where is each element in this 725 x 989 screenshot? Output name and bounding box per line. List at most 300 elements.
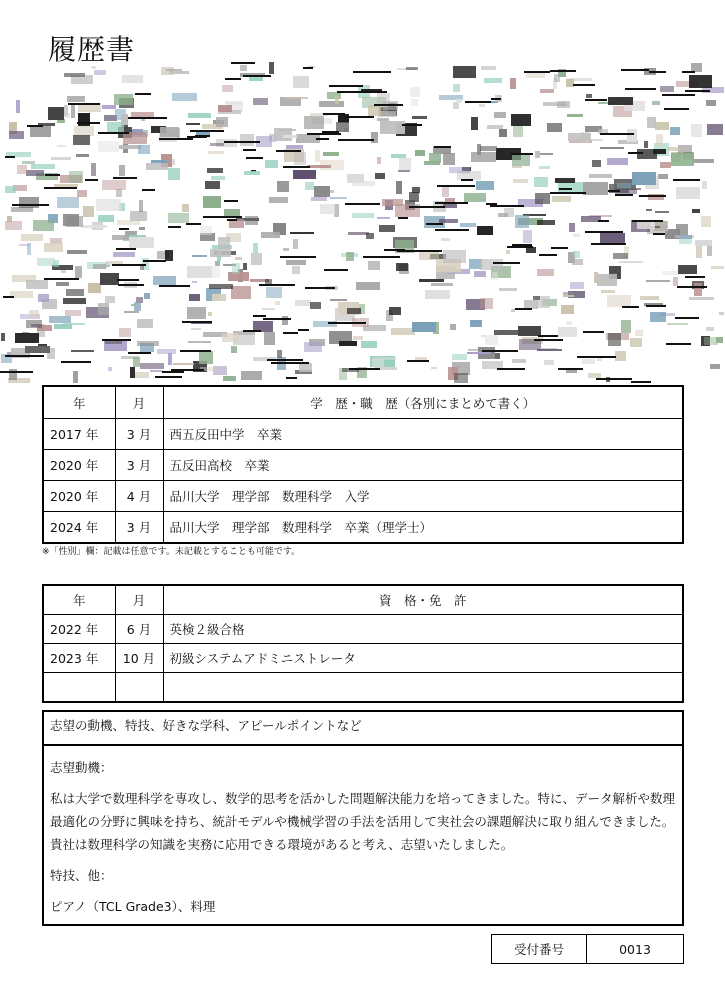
noise-fragment (73, 135, 90, 145)
noise-fragment (203, 196, 221, 208)
noise-line (550, 70, 576, 72)
noise-line (324, 269, 348, 271)
noise-fragment (544, 360, 554, 365)
noise-fragment (209, 284, 233, 289)
noise-fragment (399, 158, 411, 170)
noise-fragment (597, 274, 617, 286)
noise-fragment (377, 118, 389, 121)
noise-fragment (119, 145, 141, 149)
noise-line (243, 75, 271, 77)
noise-fragment (601, 290, 615, 293)
header-year: 年 (43, 386, 115, 419)
noise-line (280, 256, 316, 258)
noise-fragment (192, 281, 197, 283)
noise-fragment (49, 316, 71, 323)
noise-fragment (231, 286, 251, 299)
noise-fragment (646, 280, 670, 282)
noise-fragment (476, 181, 494, 190)
noise-line (512, 244, 532, 246)
motive-label: 志望動機： (50, 760, 113, 775)
noise-line (353, 71, 391, 73)
noise-line (5, 355, 44, 357)
license-table (42, 584, 684, 703)
noise-fragment (647, 117, 656, 128)
noise-line (675, 317, 699, 319)
table-header-row (43, 386, 683, 419)
noise-fragment (512, 166, 522, 168)
receipt-number-box (491, 934, 684, 964)
noise-fragment (453, 84, 460, 92)
self-pr-box (42, 710, 684, 926)
noise-line (374, 104, 403, 106)
noise-fragment (583, 182, 608, 195)
noise-fragment (668, 147, 682, 151)
noise-line (186, 223, 201, 225)
noise-fragment (557, 101, 570, 108)
noise-fragment (650, 312, 666, 322)
noise-fragment (87, 262, 107, 269)
noise-fragment (607, 158, 628, 165)
noise-fragment (71, 105, 75, 118)
noise-fragment (619, 261, 643, 263)
noise-fragment (621, 320, 631, 333)
noise-fragment (586, 94, 592, 98)
noise-fragment (323, 152, 339, 156)
noise-line (323, 113, 345, 115)
noise-fragment (266, 287, 282, 298)
noise-fragment (77, 190, 87, 197)
noise-fragment (456, 99, 462, 103)
noise-fragment (83, 206, 94, 217)
noise-line (5, 156, 15, 158)
noise-line (585, 99, 607, 101)
noise-fragment (627, 129, 637, 142)
noise-fragment (637, 222, 655, 229)
cell-year: 2017 年 (43, 419, 115, 450)
noise-fragment (130, 211, 147, 221)
noise-line (128, 117, 167, 119)
noise-fragment (16, 100, 20, 113)
noise-fragment (116, 189, 122, 197)
noise-fragment (112, 235, 129, 240)
noise-fragment (646, 209, 652, 211)
noise-fragment (573, 251, 580, 258)
noise-fragment (711, 266, 724, 269)
noise-fragment (471, 117, 478, 130)
noise-fragment (582, 359, 595, 364)
noise-fragment (98, 141, 119, 152)
noise-fragment (678, 265, 697, 274)
noise-fragment (150, 370, 163, 372)
noise-fragment (133, 357, 140, 367)
noise-fragment (243, 263, 247, 270)
noise-line (195, 135, 210, 137)
noise-line (263, 318, 291, 320)
noise-fragment (285, 97, 308, 99)
noise-line (591, 243, 626, 245)
noise-fragment (533, 296, 540, 300)
noise-fragment (261, 232, 280, 238)
noise-fragment (377, 93, 390, 104)
gender-field-note: ※「性別」欄：記載は任意です。未記載とすることも可能です。 (42, 547, 301, 557)
noise-fragment (9, 131, 24, 139)
noise-fragment (375, 173, 385, 179)
noise-fragment (200, 226, 212, 235)
noise-line (128, 352, 151, 354)
noise-fragment (695, 240, 712, 246)
noise-fragment (168, 353, 172, 365)
noise-fragment (537, 220, 555, 225)
noise-fragment (153, 276, 176, 285)
noise-fragment (558, 182, 583, 192)
cell-year: 2022 年 (43, 615, 115, 644)
noise-line (491, 98, 501, 100)
noise-fragment (613, 253, 628, 259)
noise-fragment (391, 154, 406, 158)
noise-fragment (192, 255, 207, 257)
noise-fragment (100, 273, 119, 285)
noise-fragment (240, 134, 254, 146)
cell-year: 2023 年 (43, 644, 115, 673)
noise-fragment (131, 304, 135, 306)
noise-fragment (253, 98, 268, 105)
noise-fragment (352, 213, 374, 218)
noise-line (666, 343, 691, 345)
noise-fragment (511, 114, 531, 126)
noise-fragment (449, 167, 470, 173)
cell-year: 2024 年 (43, 512, 115, 544)
noise-line (677, 286, 707, 288)
noise-fragment (9, 369, 17, 380)
noise-line (246, 157, 263, 159)
noise-fragment (64, 73, 85, 77)
noise-fragment (293, 76, 309, 88)
noise-fragment (57, 145, 66, 147)
noise-line (3, 296, 14, 298)
noise-fragment (274, 128, 292, 141)
noise-line (0, 371, 33, 373)
noise-fragment (21, 234, 43, 241)
noise-line (539, 254, 557, 256)
noise-fragment (114, 94, 133, 105)
noise-fragment (377, 157, 381, 164)
noise-fragment (1, 333, 5, 341)
noise-fragment (253, 243, 258, 253)
table-row (43, 615, 683, 644)
noise-line (538, 335, 558, 337)
noise-fragment (160, 127, 179, 137)
noise-fragment (282, 316, 288, 325)
noise-fragment (232, 263, 240, 274)
noise-fragment (277, 350, 282, 358)
noise-fragment (75, 266, 82, 278)
noise-fragment (292, 266, 300, 274)
noise-fragment (51, 157, 71, 160)
noise-fragment (398, 170, 410, 172)
noise-fragment (535, 193, 550, 204)
noise-line (112, 264, 146, 266)
noise-fragment (644, 141, 648, 148)
cell-month: 10 月 (115, 644, 163, 673)
receipt-value: 0013 (587, 935, 684, 964)
noise-line (573, 84, 595, 86)
noise-line (534, 339, 563, 341)
noise-fragment (372, 359, 384, 367)
noise-line (338, 139, 374, 141)
noise-line (524, 71, 550, 73)
noise-fragment (73, 371, 78, 383)
noise-fragment (269, 197, 288, 203)
noise-line (490, 205, 524, 207)
noise-line (231, 62, 255, 64)
noise-line (102, 339, 131, 341)
noise-line (558, 368, 583, 370)
noise-fragment (415, 150, 425, 156)
noise-fragment (169, 71, 189, 74)
noise-fragment (518, 326, 541, 336)
noise-fragment (347, 308, 361, 314)
noise-fragment (105, 296, 115, 303)
noise-fragment (168, 213, 189, 223)
noise-fragment (102, 105, 116, 109)
noise-fragment (494, 330, 518, 335)
noise-fragment (640, 296, 659, 300)
noise-fragment (91, 163, 96, 176)
noise-line (639, 195, 666, 197)
noise-fragment (366, 233, 374, 239)
noise-fragment (225, 101, 242, 104)
noise-fragment (524, 300, 538, 309)
noise-fragment (471, 152, 496, 162)
noise-fragment (19, 244, 30, 246)
noise-fragment (94, 70, 106, 75)
noise-fragment (122, 75, 143, 83)
noise-line (44, 278, 79, 280)
header-license: 資 格・免 許 (163, 585, 683, 615)
noise-fragment (558, 327, 577, 337)
noise-line (615, 194, 633, 196)
noise-fragment (290, 232, 314, 234)
noise-fragment (19, 197, 39, 208)
noise-fragment (658, 174, 668, 179)
noise-line (168, 226, 181, 228)
noise-line (337, 91, 374, 93)
noise-fragment (269, 62, 274, 74)
noise-fragment (138, 145, 150, 154)
noise-fragment (395, 204, 420, 217)
noise-fragment (419, 279, 444, 282)
noise-fragment (330, 197, 347, 199)
cell-month: 4 月 (115, 481, 163, 512)
noise-fragment (368, 105, 381, 116)
noise-fragment (655, 122, 669, 130)
noise-fragment (310, 302, 321, 309)
noise-fragment (129, 237, 154, 248)
noise-fragment (372, 357, 397, 360)
noise-fragment (37, 258, 55, 266)
noise-fragment (656, 134, 663, 146)
noise-fragment (356, 282, 380, 290)
noise-fragment (307, 165, 331, 168)
noise-fragment (98, 303, 109, 315)
noise-fragment (304, 342, 322, 352)
noise-fragment (452, 354, 467, 360)
noise-fragment (468, 349, 478, 351)
noise-line (577, 356, 616, 358)
noise-fragment (293, 239, 298, 249)
noise-fragment (71, 350, 94, 352)
noise-fragment (212, 294, 226, 301)
noise-line (482, 350, 518, 352)
noise-fragment (197, 266, 220, 278)
noise-line (596, 378, 632, 380)
noise-fragment (673, 277, 678, 286)
noise-fragment (311, 197, 327, 201)
noise-fragment (561, 305, 574, 314)
pr-heading: 志望の動機、特技、好きな学科、アピールポイントなど (44, 712, 682, 746)
noise-line (426, 223, 443, 225)
noise-fragment (361, 341, 377, 348)
noise-line (608, 190, 620, 192)
table-row (43, 644, 683, 673)
noise-fragment (570, 282, 584, 289)
noise-fragment (554, 74, 560, 82)
noise-fragment (608, 97, 633, 105)
noise-fragment (485, 335, 498, 345)
noise-line (559, 188, 572, 190)
header-month: 月 (115, 386, 163, 419)
noise-fragment (692, 159, 714, 163)
noise-line (117, 279, 139, 281)
noise-fragment (481, 66, 496, 70)
noise-fragment (607, 295, 631, 307)
noise-line (203, 216, 242, 218)
cell-month: 3 月 (115, 419, 163, 450)
noise-fragment (652, 101, 660, 105)
noise-fragment (107, 122, 124, 133)
noise-fragment (245, 216, 258, 225)
noise-fragment (515, 215, 529, 228)
noise-fragment (88, 283, 101, 293)
noise-fragment (535, 151, 540, 158)
noise-line (271, 362, 309, 364)
noise-line (12, 204, 49, 206)
noise-fragment (210, 143, 224, 146)
noise-line (253, 315, 266, 317)
noise-fragment (26, 280, 48, 289)
noise-line (435, 229, 469, 231)
noise-fragment (573, 234, 580, 237)
noise-line (628, 152, 643, 154)
noise-line (402, 124, 422, 126)
noise-line (349, 368, 380, 370)
noise-fragment (102, 180, 126, 190)
noise-fragment (191, 328, 201, 330)
noise-line (551, 247, 568, 249)
noise-fragment (431, 283, 453, 286)
noise-fragment (526, 73, 545, 78)
noise-fragment (499, 288, 517, 291)
noise-fragment (694, 283, 702, 296)
noise-fragment (31, 164, 55, 169)
noise-line (685, 276, 705, 278)
noise-line (142, 189, 155, 191)
noise-line (44, 187, 77, 189)
noise-line (45, 174, 60, 176)
noise-line (155, 376, 182, 378)
education-history-table (42, 385, 684, 544)
noise-fragment (5, 221, 22, 230)
noise-fragment (566, 321, 572, 325)
noise-fragment (410, 87, 420, 97)
noise-fragment (567, 114, 583, 117)
noise-fragment (108, 367, 112, 371)
noise-line (600, 133, 634, 135)
noise-fragment (222, 85, 233, 92)
noise-fragment (482, 361, 503, 369)
motive-text: 私は大学で数理科学を専攻し、数学的思考を活かした問題解決能力を培ってきました。特に、データ解析や数理最適化の分野に興味を持ち、統計モデルや機械学習の手法を活用して実社会の課題解決に取り組んできました。貴社は数理科学の知識を実務に応用できる環境があると考え、志望いたしました。 (50, 791, 676, 852)
noise-fragment (534, 177, 548, 187)
noise-fragment (691, 63, 702, 72)
skills-text: ピアノ（TCL Grade3）、料理 (50, 899, 216, 914)
noise-fragment (210, 249, 231, 257)
table-header-row (43, 585, 683, 615)
noise-fragment (91, 66, 96, 69)
noise-fragment (63, 298, 86, 304)
noise-fragment (188, 113, 211, 118)
noise-fragment (67, 96, 85, 102)
noise-fragment (139, 227, 145, 230)
noise-line (664, 108, 689, 110)
noise-fragment (283, 248, 289, 251)
noise-line (307, 133, 341, 135)
noise-fragment (182, 204, 189, 212)
noise-fragment (66, 216, 83, 227)
skills-label: 特技、他： (50, 868, 113, 883)
noise-fragment (66, 289, 84, 296)
noise-fragment (304, 116, 324, 129)
noise-line (662, 94, 695, 96)
noise-fragment (568, 133, 591, 141)
noise-fragment (510, 78, 516, 89)
noise-fragment (691, 124, 702, 137)
noise-fragment (513, 126, 523, 137)
noise-fragment (64, 105, 68, 116)
cell-month: 3 月 (115, 512, 163, 544)
noise-fragment (293, 170, 316, 179)
noise-fragment (676, 224, 688, 235)
noise-fragment (231, 346, 237, 353)
noise-fragment (275, 301, 280, 305)
noise-fragment (396, 181, 402, 194)
noise-fragment (480, 259, 503, 270)
noise-line (625, 88, 656, 90)
noise-line (409, 206, 445, 208)
noise-fragment (563, 292, 573, 295)
noise-line (283, 332, 298, 334)
noise-fragment (630, 338, 642, 347)
noise-line (493, 262, 520, 264)
noise-line (497, 368, 525, 370)
noise-fragment (25, 346, 50, 353)
noise-line (27, 125, 43, 127)
noise-fragment (218, 237, 230, 249)
noise-line (267, 359, 303, 361)
noise-fragment (494, 112, 506, 118)
noise-line (621, 69, 649, 71)
noise-fragment (702, 181, 707, 189)
noise-line (632, 220, 663, 222)
